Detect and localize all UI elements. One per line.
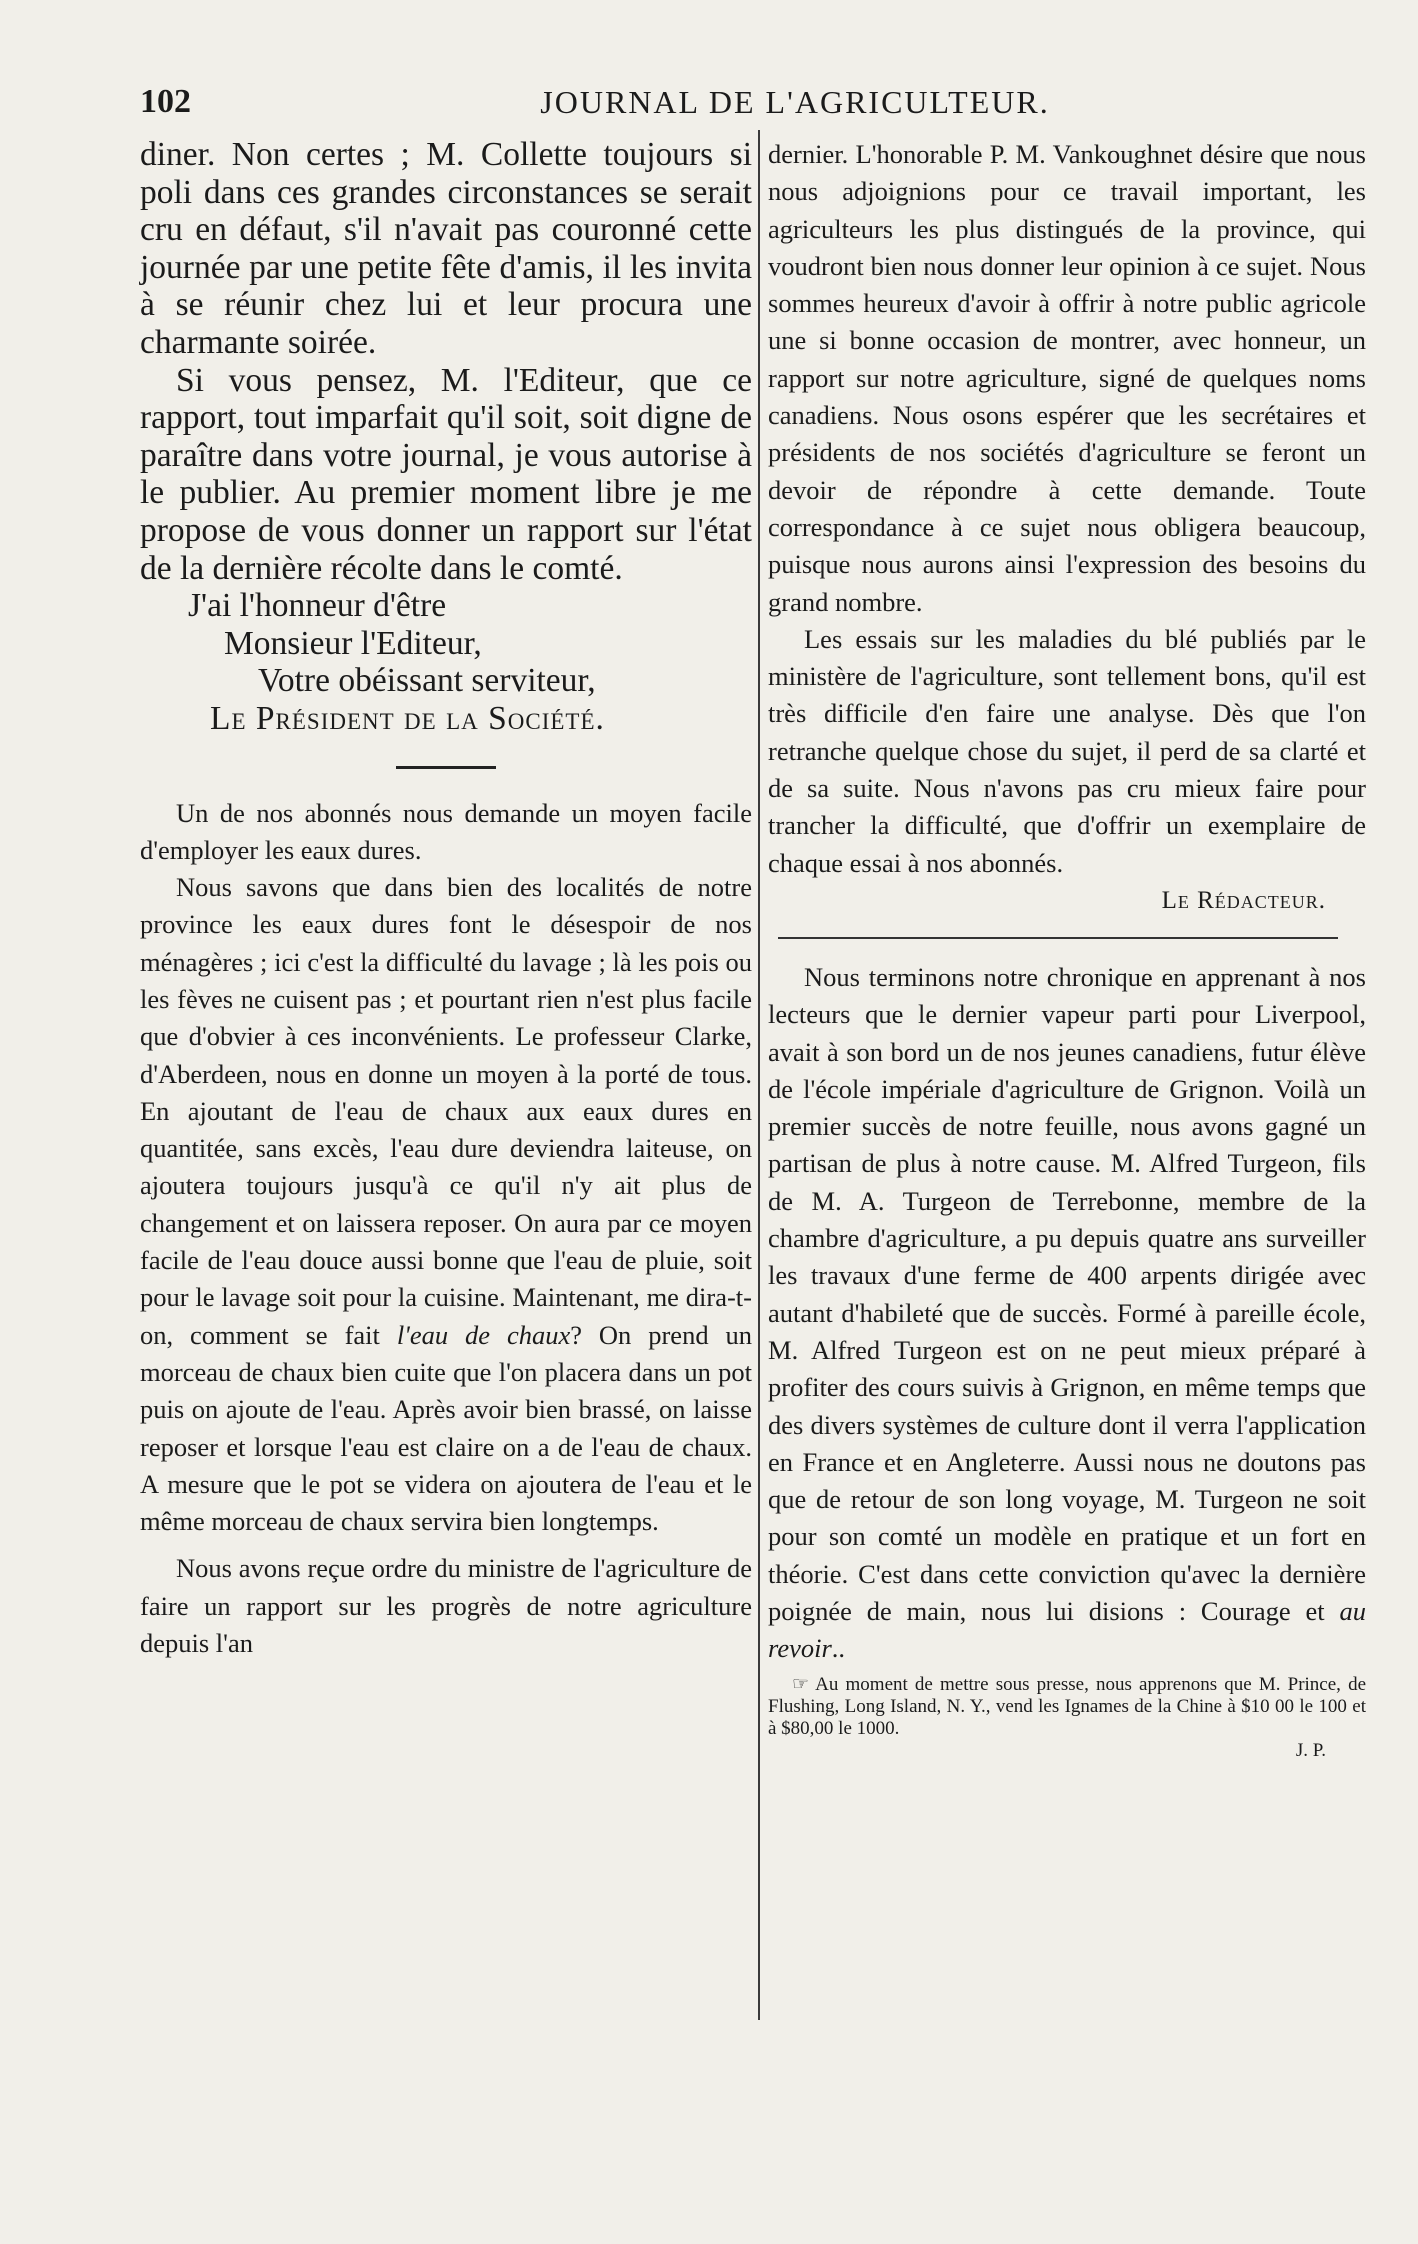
signature-line-1: J'ai l'honneur d'être — [188, 587, 447, 625]
left-column — [140, 136, 752, 1662]
left-paragraph-2: Si vous pensez, M. l'Editeur, que ce rapport, tout imparfait qu'il soit, soit digne de paraître dans votre journal, je vous autorise à le publier. Au premier moment libre je me propose de vous donner un rapport sur l'état de la dernière récolte dans le comté. — [140, 361, 752, 587]
section-rule-right — [778, 937, 1338, 939]
right-paragraph-2: Les essais sur les maladies du blé publiés par le ministère de l'agriculture, sont tellement bons, qu'il est très difficile d'en faire une analyse. Dès que l'on retranche quelque chose du sujet, il perd de sa clarté et de sa suite. Nous n'avons pas cru mieux faire pour trancher la difficulté, que d'offrir un exemplaire de chaque essai à nos abonnés. — [768, 623, 1366, 878]
right-paragraph-3-italic: au revoir — [768, 1595, 1366, 1664]
right-paragraph-1: dernier. L'honorable P. M. Vankoughnet désire que nous nous adjoignions pour ce travail important, les agriculteurs les plus distingués de la province, qui voudront bien nous donner leur opinion à ce sujet. Nous sommes heureux d'avoir à offrir à notre public agricole une si bonne occasion de montrer, avec honneur, un rapport sur notre agriculture, signé de quelques noms canadiens. Nous osons espérer que les secrétaires et présidents de nos sociétés d'agriculture se feront un devoir de répondre à cette demande. Toute correspondance à ce sujet nous obligera beaucoup, puisque nous aurons ainsi l'expression des besoins du grand nombre. — [768, 139, 1366, 617]
column-divider — [758, 130, 760, 2020]
signature-line-2: Monsieur l'Editeur, — [224, 624, 482, 662]
left-paragraph-3: Un de nos abonnés nous demande un moyen facile d'employer les eaux dures. — [140, 797, 752, 865]
left-paragraph-4 — [140, 869, 752, 1540]
left-paragraph-4-text: Nous savons que dans bien des localités de notre province les eaux dures font le désespoir de nos ménagères ; ici c'est la difficulté du lavage ; là les pois ou les fèves ne cuisent pas ; et pourtant rien n'est plus facile que d'obvier à ces inconvénients. Le professeur Clarke, d'Aberdeen, nous en donne un moyen à la porté de tous. En ajoutant de l'eau de chaux aux eaux dures en quantitée, sans excès, l'eau dure deviendra laiteuse, on ajoutera toujours jusqu'à ce qu'il n'y ait plus de changement et on laissera reposer. On aura par ce moyen facile de l'eau douce aussi bonne que l'eau de pluie, soit pour le lavage soit pour la cuisine. Maintenant, me dira-t-on, comment se fait — [140, 872, 752, 1350]
redacteur-signature: Le Rédacteur. — [1161, 886, 1326, 914]
left-paragraph-5: Nous avons reçue ordre du ministre de l'agriculture de faire un rapport sur les progrès de notre agriculture depuis l'an — [140, 1553, 752, 1659]
left-paragraph-1: diner. Non certes ; M. Collette toujours si poli dans ces grandes circonstances se serait cru en défaut, s'il n'avait pas couronné cette journée par une petite fête d'amis, il les invita à se réunir chez lui et leur procura une charmante soirée. — [140, 136, 752, 361]
right-paragraph-3-text: Nous terminons notre chronique en apprenant à nos lecteurs que le dernier vapeur parti pour Liverpool, avait à son bord un de nos jeunes canadiens, futur élève de l'école impériale d'agriculture de Grignon. Voilà un premier succès de notre feuille, nous avons gagné un partisan de plus à notre cause. M. Alfred Turgeon, fils de M. A. Turgeon de Terrebonne, membre de la chambre d'agriculture, a pu depuis quatre ans surveiller les travaux d'une ferme de 400 arpents dirigée avec autant d'habileté que de succès. Formé à pareille école, M. Alfred Turgeon est on ne peut mieux préparé à profiter des cours suivis à Grignon, en même temps que des divers systèmes de culture dont il verra l'application en France et en Angleterre. Aussi nous ne doutons pas que de retour de son long voyage, M. Turgeon ne soit pour son comté un modèle en pratique et un fort en théorie. C'est dans cette conviction qu'avec la dernière poignée de main, nous lui disions : Courage et — [768, 961, 1366, 1626]
page-header — [140, 80, 1360, 124]
signature-line-3: Votre obéissant serviteur, — [258, 662, 596, 700]
running-title: JOURNAL DE L'AGRICULTEUR. — [540, 84, 1050, 120]
footnote — [768, 1674, 1366, 1740]
right-paragraph-3-end: .. — [831, 1633, 846, 1664]
footnote-text: Au moment de mettre sous presse, nous apprenons que M. Prince, de Flushing, Long Island, N. Y., vend les Ignames de la Chine à $10 00 le 100 et à $80,00 le 1000. — [768, 1673, 1366, 1739]
signature-line-4: Le Président de la Société. — [210, 699, 605, 737]
right-column — [768, 136, 1366, 1762]
right-paragraph-3 — [768, 959, 1366, 1668]
footnote-signature: J. P. — [1295, 1739, 1326, 1761]
left-paragraph-4-end: ? On prend un morceau de chaux bien cuite que l'on placera dans un pot puis on ajoute de l'eau. Après avoir bien brassé, on laisse reposer et lorsque l'eau est claire on a de l'eau de chaux. A mesure que le pot se videra on ajoutera de l'eau et le même morceau de chaux servira bien longtemps. — [140, 1319, 752, 1537]
page-number: 102 — [140, 83, 191, 120]
left-paragraph-4-italic: l'eau de chaux — [396, 1319, 571, 1350]
pointing-hand-icon: ☞ — [792, 1673, 810, 1695]
section-rule — [396, 766, 496, 769]
